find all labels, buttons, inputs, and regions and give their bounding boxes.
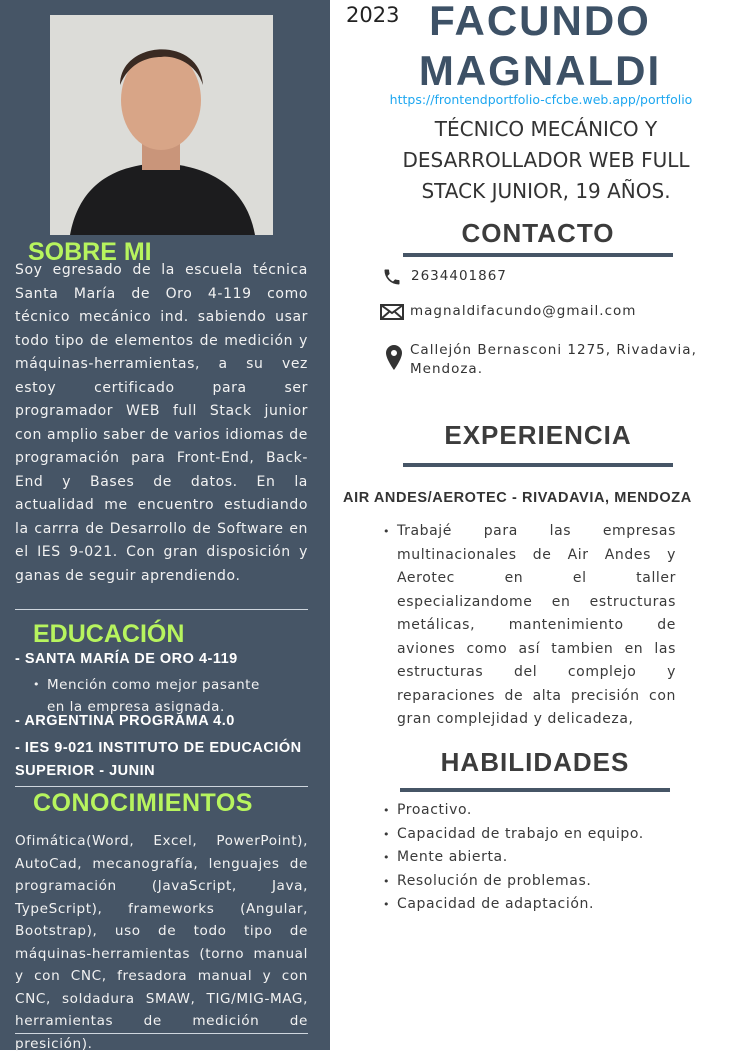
education-title: EDUCACIÓN [33, 620, 185, 648]
company: AIR ANDES/AEROTEC - RIVADAVIA, MENDOZA [343, 490, 692, 506]
first-name: FACUNDO [429, 0, 651, 44]
knowledge-text: Ofimática(Word, Excel, PowerPoint), AutoCad, mecanografía, lenguajes de programación (JavaScript, Java, TypeScript), frameworks (Angular, Bootstrap), uso de todo tipo de máquinas-herramientas (torno manual y con CNC, fresadora manual y con CNC, soldadura SMAW, TIG/MIG-MAG, herramientas de medición de presición). [15, 833, 308, 1052]
skill-item: • Resolución de problemas. [383, 870, 644, 894]
address: Callejón Bernasconi 1275, Rivadavia, Mendoza. [410, 342, 697, 377]
skill-item: • Capacidad de adaptación. [383, 893, 644, 917]
experience-description: • Trabajé para las empresas multinacionales de Air Andes y Aerotec en el taller especializandome en estructuras metálicas, mantenimiento de aviones como así tambien en las estructuras del complejo y reparaciones de alta precisión con gran complejidad y delicadeza, [383, 520, 676, 732]
job-title: TÉCNICO MECÁNICO Y DESARROLLADOR WEB FULL STACK JUNIOR, 19 AÑOS. [402, 117, 690, 203]
year: 2023 [346, 3, 400, 27]
about-title: SOBRE MI [28, 238, 152, 266]
skills-title: HABILIDADES [440, 747, 630, 777]
divider [15, 786, 308, 787]
divider [15, 609, 308, 610]
skill-item: • Capacidad de trabajo en equipo. [383, 823, 644, 847]
phone-icon [382, 267, 402, 291]
about-text: Soy egresado de la escuela técnica Santa María de Oro 4-119 como técnico mecánico ind. sabiendo usar todo tipo de elementos de medición y máquinas-herramientas, a su vez estoy certificado para ser programador WEB full Stack junior con amplio saber de varios idiomas de programación para Front-End, Back-End y Bases de datos. En la actualidad me encuentro estudiando la carrra de Desarrollo de Software en el IES 9-021. Con gran disposición y ganas de seguir aprendiendo. [15, 262, 308, 584]
experience-title: EXPERIENCIA [444, 420, 632, 450]
education-item: - SANTA MARÍA DE ORO 4-119 [15, 651, 238, 667]
sidebar [0, 0, 330, 1050]
education-item: - IES 9-021 INSTITUTO DE EDUCACIÓN SUPERIOR - JUNIN [15, 740, 302, 779]
location-icon [386, 345, 402, 374]
email[interactable]: magnaldifacundo@gmail.com [410, 303, 637, 319]
education-note: • Mención como mejor pasante en la empresa asignada. [33, 674, 273, 718]
divider [15, 1033, 308, 1034]
phone-number: 2634401867 [411, 268, 507, 284]
skill-item: • Proactivo. [383, 799, 644, 823]
last-name: MAGNALDI [418, 47, 662, 94]
skill-item: • Mente abierta. [383, 846, 644, 870]
profile-photo [50, 15, 273, 235]
knowledge-title: CONOCIMIENTOS [33, 789, 253, 817]
email-icon [380, 304, 404, 324]
education-item: - ARGENTINA PROGRAMA 4.0 [15, 713, 235, 729]
contact-title: CONTACTO [461, 218, 615, 248]
divider [400, 788, 670, 792]
divider [403, 253, 673, 257]
portfolio-link[interactable]: https://frontendportfolio-cfcbe.web.app/portfolio [389, 92, 693, 107]
divider [403, 463, 673, 467]
